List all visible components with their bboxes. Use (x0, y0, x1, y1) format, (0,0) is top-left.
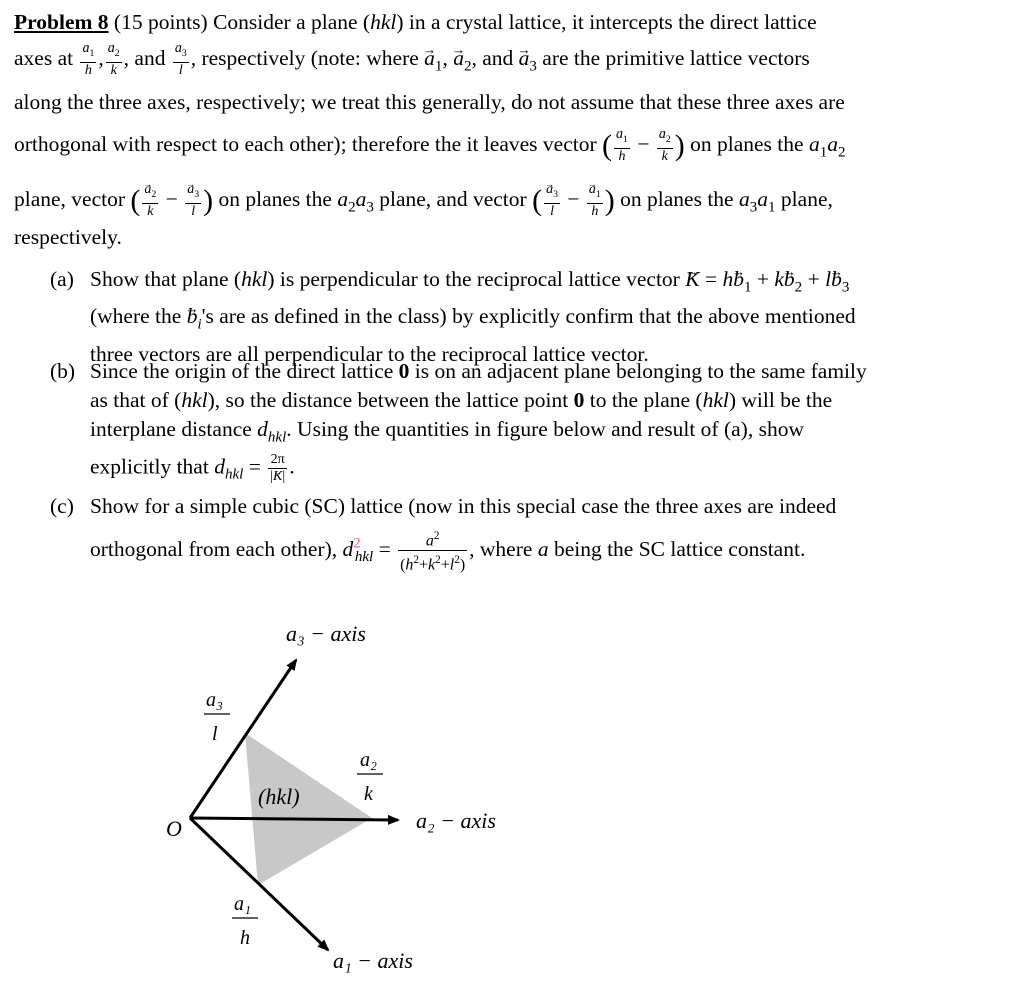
part-b: (b) Since the origin of the direct lattice 0 is on an adjacent plane belonging to the same family as that of (hkl), so the distance between the lattice point 0 to the plane (hkl) will be the interplane distance $d_{hkl}$. Using the quantities in figure below and result of (a), show explicitly that $d_{hkl}$ = $\frac{2\pi}{|\to K|}$ . (50, 357, 1000, 490)
a2-intercept-numerator: a₂ (360, 749, 377, 771)
origin-label: O (166, 816, 182, 841)
statement-line-6: respectively. (14, 224, 122, 249)
statement-line-3: along the three axes, respectively; we treat this generally, do not assume that these three axes are (14, 90, 845, 115)
a1-intercept-numerator: a₁ (234, 893, 251, 915)
a1-axis-label: a₁ − axis (333, 948, 413, 973)
part-a: (a) Show that plane (hkl) is perpendicular to the reciprocal lattice vector → $K = h\to b_1 + k\to b_2 + l\to b_3$ (where the → $b_i's$ are as defined in the class) by explicitly confirm that the above mentioned three vectors are all perpendicular to the reciprocal lattice vector. (50, 265, 1000, 369)
a3-intercept-denominator: l (212, 723, 218, 745)
hkl-plane-triangle (245, 733, 372, 885)
part-c: (c) Show for a simple cubic (SC) lattice (now in this special case the three axes are indeed orthogonal from each other), $d^2_{hkl}$ = $\frac{a^2}{(h^2+k^2+l^2)}$ , where a being the SC lattice constant. (50, 494, 837, 574)
plane-label: (hkl) (258, 784, 300, 809)
statement-line-4: orthogonal with respect to each other); therefore the it leaves vector ( → $\frac{a_1}{h}$ − → $\frac{a_2}{k}$ ) on planes the $a_1a_2$ (14, 126, 1010, 170)
a3-intercept-numerator: a₃ (206, 689, 223, 711)
problem-title: Problem 8 (14, 10, 109, 34)
a3-axis-label: a₃ − axis (286, 621, 366, 646)
a2-axis-arrow (190, 818, 398, 820)
a1-intercept-denominator: h (240, 927, 250, 949)
statement-line-2: axes at → $\frac{a_1}{h}$ , → $\frac{a_2}{k}$ , and → $\frac{a_3}{l}$ , respectively (note: where → $a_1$, → $a_2$, and → $a_3$ are the primitive lattice vectors (14, 40, 1010, 84)
statement-line-1: Problem 8 (15 points) Consider a plane (hkl) in a crystal lattice, it intercepts the direct lattice (14, 10, 817, 34)
a2-axis-label: a₂ − axis (416, 808, 496, 833)
statement-line-5: plane, vector ( → $\frac{a_2}{k}$ − → $\frac{a_3}{l}$ ) on planes the $a_2a_3$ plane, and vector ( → $\frac{a_3}{l}$ − → $\frac{a_1}{h}$ ) on planes the $a_3a_1$ plane, (14, 181, 1010, 225)
a2-intercept-denominator: k (364, 783, 373, 805)
